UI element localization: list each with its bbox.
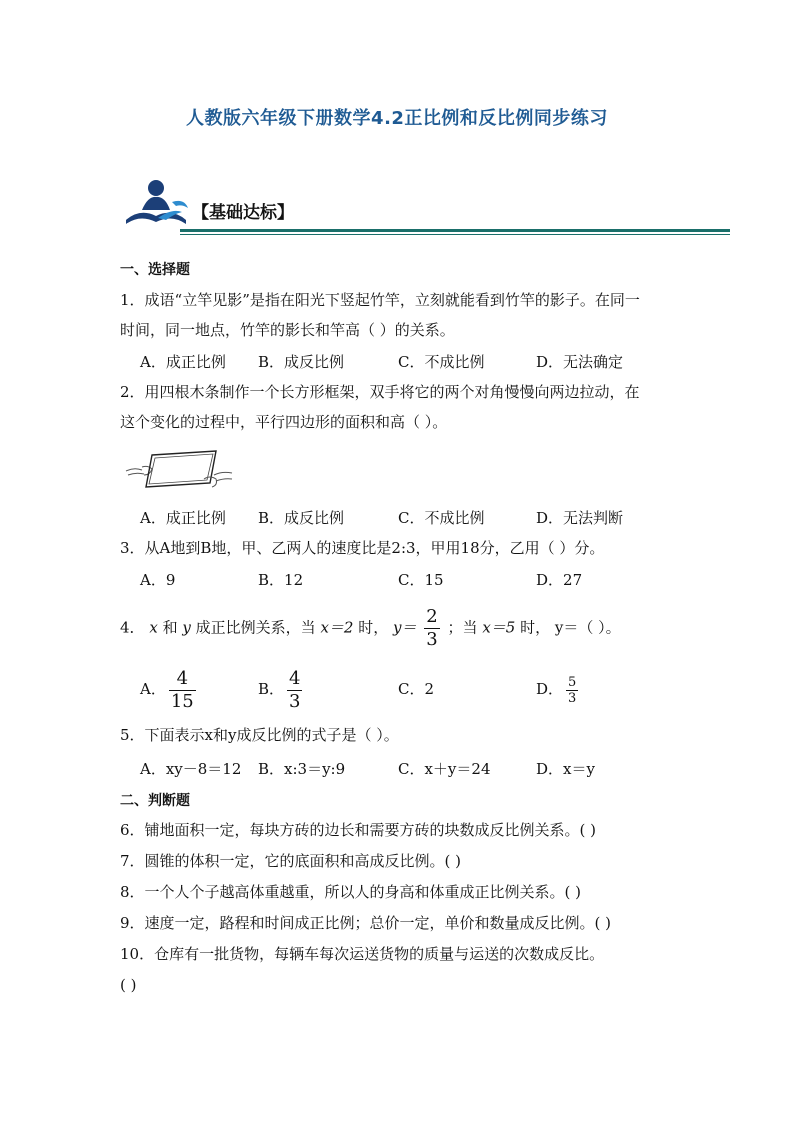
q4-option-d-fraction: [566, 675, 578, 706]
q4-text-5: y＝（ ）。: [554, 618, 621, 637]
q3-line1: 3．从A地到B地，甲、乙两人的速度比是2:3，甲用18分，乙用（ ）分。: [120, 539, 605, 557]
q1-option-a: A．成正比例: [140, 353, 226, 371]
q4-option-d-label: D．: [536, 680, 564, 698]
q4-var-x: x: [149, 618, 158, 637]
q2-option-c: C．不成比例: [398, 509, 485, 527]
q8-text: 8．一个人个子越高体重越重，所以人的身高和体重成正比例关系。( ): [120, 883, 582, 901]
q4-var-y: y: [182, 618, 191, 637]
q4-option-a-den: 15: [170, 690, 194, 712]
q3-option-d: D．27: [536, 571, 583, 589]
q4-frac-den: 3: [426, 629, 438, 650]
q1-options: [140, 351, 700, 373]
q4-option-d: [536, 666, 581, 712]
section-heading-judge: 二、判断题: [120, 793, 190, 809]
q2-line2: 这个变化的过程中，平行四边形的面积和高（ ）。: [120, 413, 448, 431]
q4-option-a-fraction: [169, 668, 196, 713]
q4-text-4: 时，: [520, 618, 551, 637]
q3-options: [140, 569, 700, 591]
q4-y-equals: y＝: [393, 618, 417, 637]
q4-text-2: 时，: [358, 618, 389, 637]
q5-options: [140, 758, 700, 780]
banner-label: 【基础达标】: [192, 203, 294, 223]
q4-options: [140, 666, 700, 714]
q4-line1: [120, 606, 621, 650]
q4-eq-x2: x＝2: [320, 618, 354, 637]
q4-text-3: ；当: [447, 618, 478, 637]
section-heading-choice: 一、选择题: [120, 262, 190, 278]
q4-option-a: [140, 666, 199, 713]
q1-line2: 时间，同一地点，竹竿的影长和竿高（ ）的关系。: [120, 321, 455, 339]
q4-and: 和: [162, 618, 178, 637]
parallelogram-frame-illustration: [124, 445, 234, 491]
q4-option-b-num: 4: [289, 667, 301, 689]
banner-rule-thick: [180, 229, 730, 232]
q10-line2: ( ): [120, 976, 137, 994]
q10-line1: 10．仓库有一批货物，每辆车每次运送货物的质量与运送的次数成反比。: [120, 945, 605, 963]
q2-option-b: B．成反比例: [258, 509, 345, 527]
q2-line1: 2．用四根木条制作一个长方形框架，双手将它的两个对角慢慢向两边拉动，在: [120, 383, 640, 401]
q2-option-d: D．无法判断: [536, 509, 624, 527]
q4-option-b-den: 3: [289, 690, 301, 712]
banner-rule-thin: [180, 234, 730, 235]
reader-logo-icon: [118, 178, 198, 230]
q3-option-a: A．9: [140, 571, 176, 589]
q3-option-c: C．15: [398, 571, 444, 589]
q5-option-c: C．x＋y＝24: [398, 760, 491, 778]
q6-text: 6．铺地面积一定，每块方砖的边长和需要方砖的块数成反比例关系。( ): [120, 821, 597, 839]
q4-eq-x5: x＝5: [482, 618, 516, 637]
q4-option-b-label: B．: [258, 680, 285, 698]
q4-number: 4．: [120, 618, 145, 637]
q1-option-d: D．无法确定: [536, 353, 624, 371]
q5-line1: 5．下面表示x和y成反比例的式子是（ ）。: [120, 726, 399, 744]
q4-option-a-label: A．: [140, 680, 166, 698]
section-banner: [118, 178, 730, 238]
q4-option-d-num: 5: [568, 674, 577, 690]
q4-option-b-fraction: [287, 668, 302, 713]
q4-frac-num: 2: [426, 606, 438, 627]
q4-option-d-den: 3: [568, 690, 577, 706]
q1-line1: 1．成语“立竿见影”是指在阳光下竖起竹竿，立刻就能看到竹竿的影子。在同一: [120, 291, 640, 309]
q2-options: [140, 507, 700, 529]
q7-text: 7．圆锥的体积一定，它的底面积和高成反比例。( ): [120, 852, 462, 870]
q9-text: 9．速度一定，路程和时间成正比例；总价一定，单价和数量成反比例。( ): [120, 914, 612, 932]
q4-text-1: 成正比例关系，当: [195, 618, 316, 637]
q1-option-b: B．成反比例: [258, 353, 345, 371]
q1-option-c: C．不成比例: [398, 353, 485, 371]
page-title: 人教版六年级下册数学4.2正比例和反比例同步练习: [186, 108, 608, 129]
q5-option-b: B．x:3＝y:9: [258, 760, 346, 778]
q3-option-b: B．12: [258, 571, 304, 589]
q4-option-a-num: 4: [176, 667, 189, 689]
q5-option-a: A．xy－8＝12: [140, 760, 242, 778]
q4-option-c: C．2: [398, 680, 435, 698]
q4-fraction: [424, 606, 439, 651]
q4-option-b: [258, 666, 305, 713]
q2-option-a: A．成正比例: [140, 509, 226, 527]
q5-option-d: D．x＝y: [536, 760, 595, 778]
